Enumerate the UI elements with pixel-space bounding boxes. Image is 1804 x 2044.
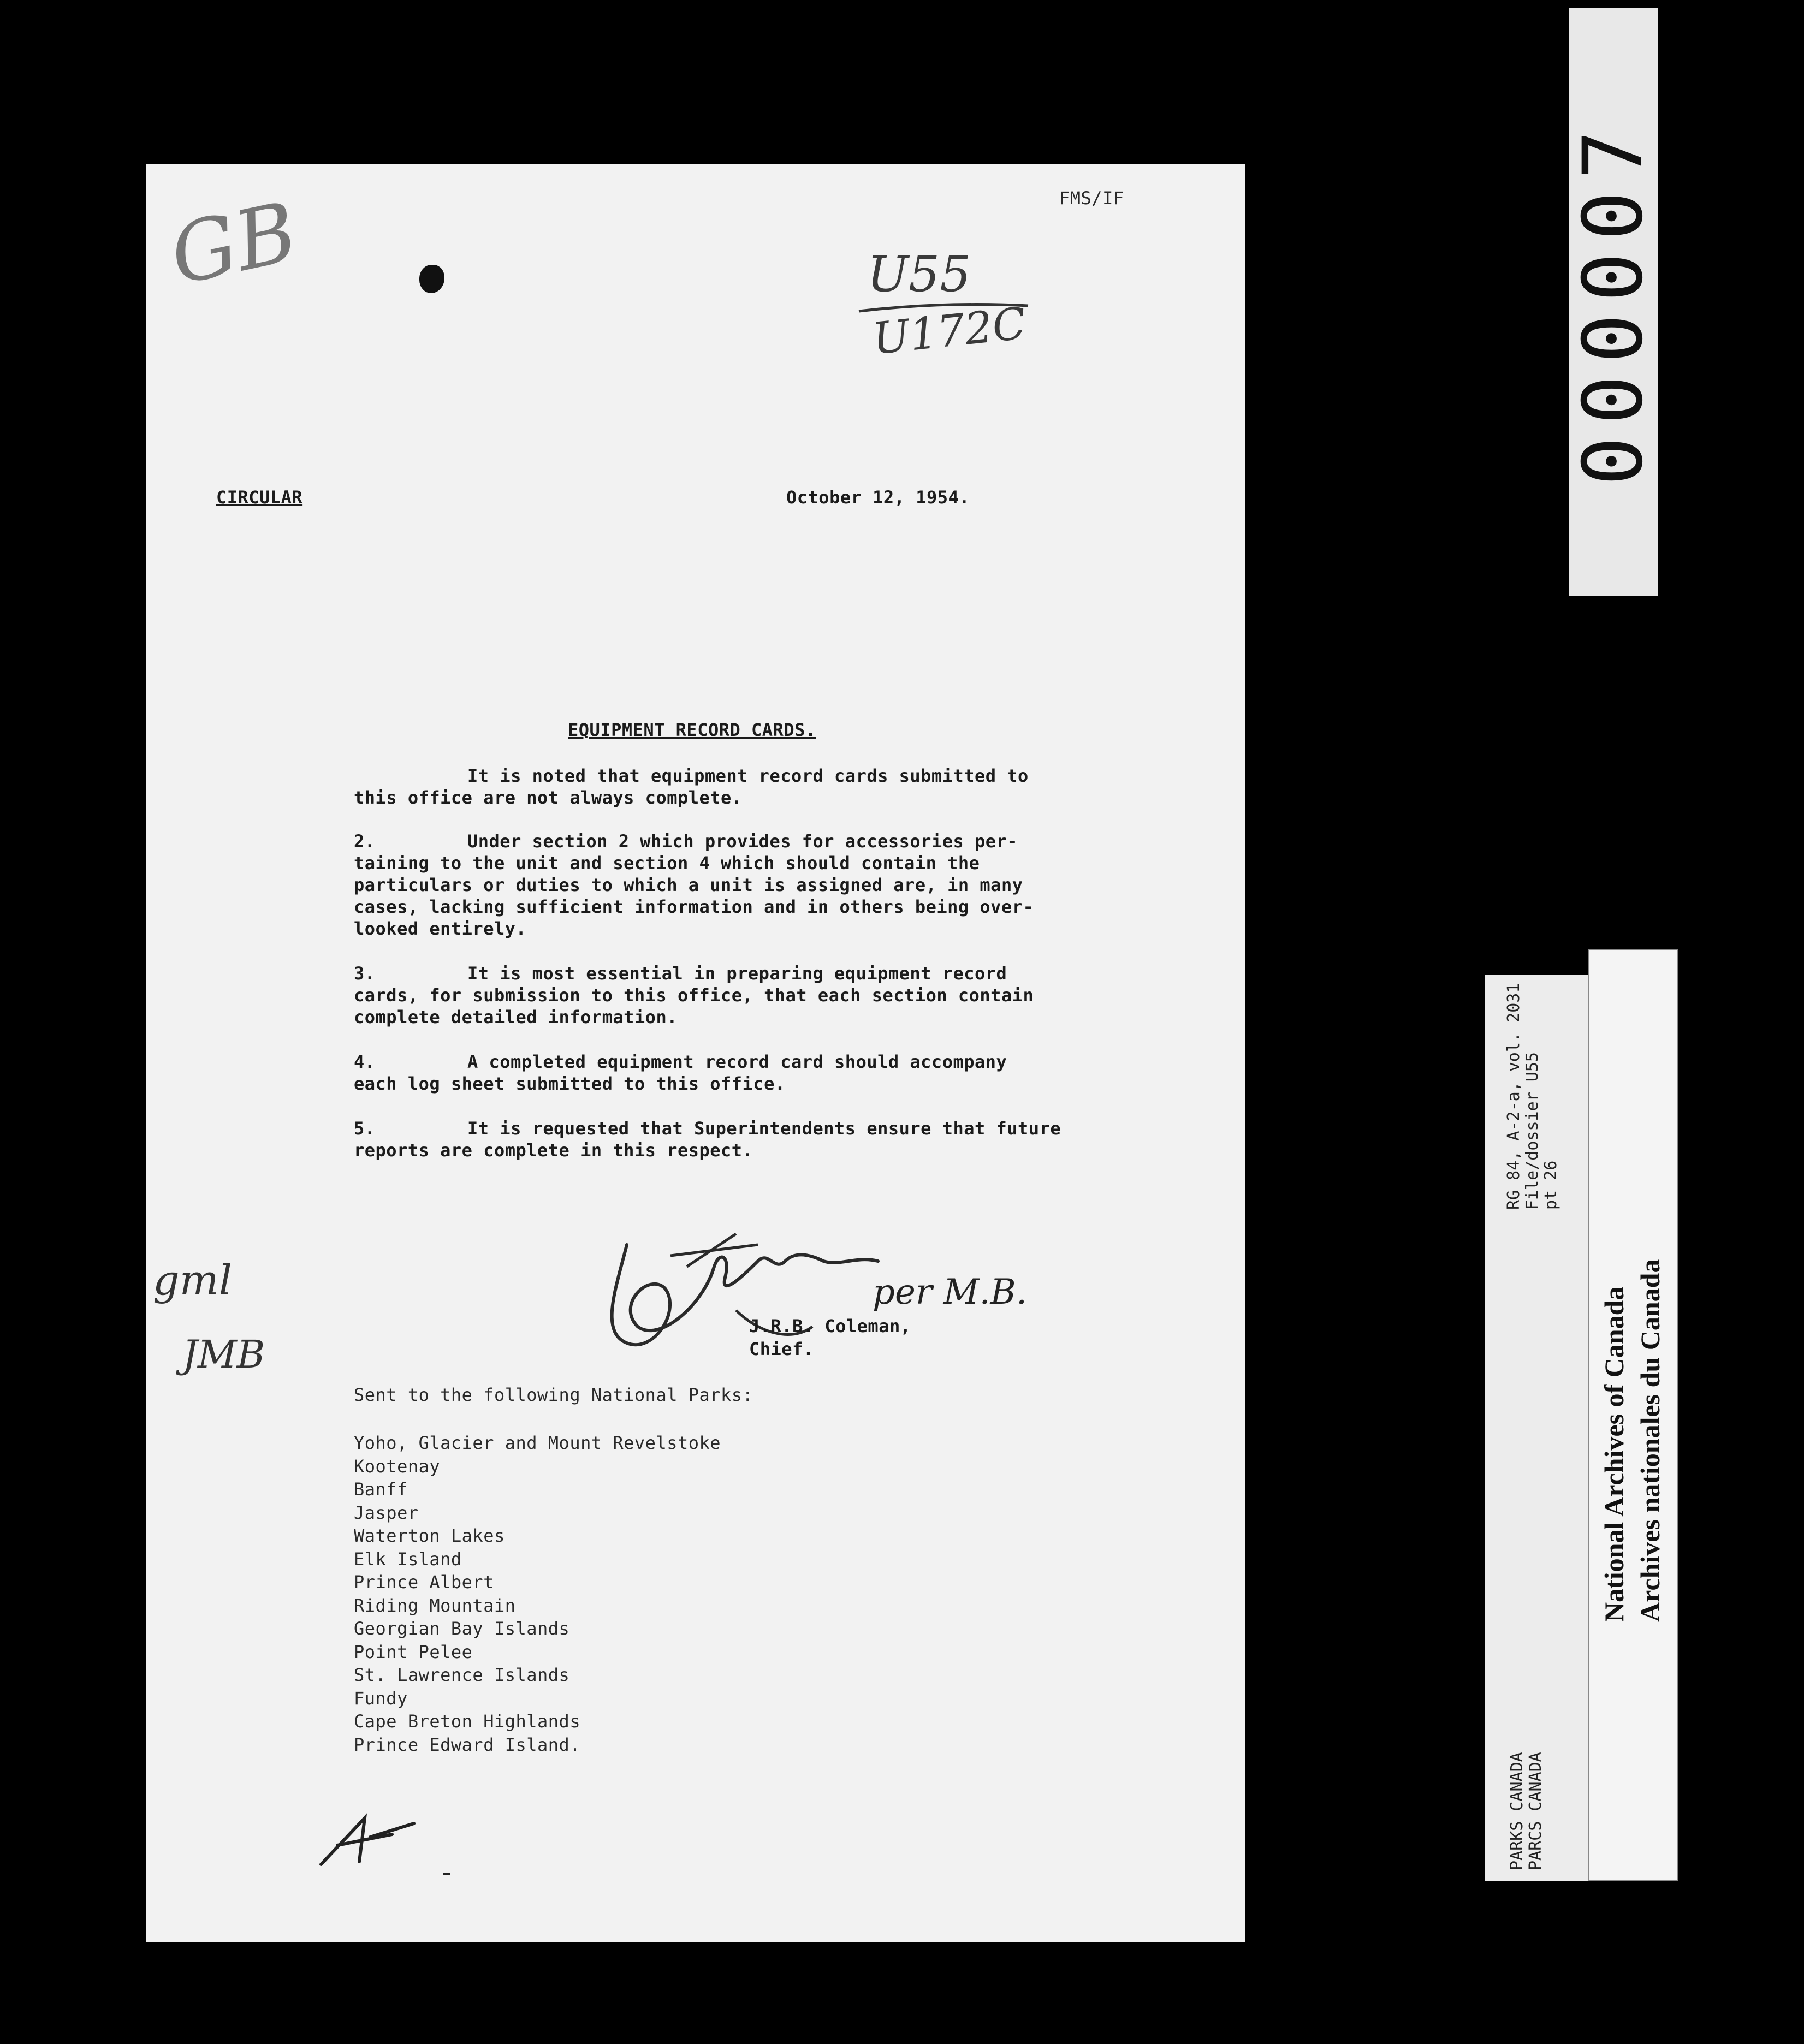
p1-line2: this office are not always complete. — [354, 787, 743, 808]
p2-line4: cases, lacking sufficient information and in others being over- — [354, 896, 1034, 917]
archive-reference-line1: RG 84, A-2-a, vol. 2031 — [1504, 983, 1523, 1210]
park-list-item: Waterton Lakes — [354, 1525, 505, 1546]
parks-canada-org — [1508, 1752, 1545, 1870]
p5-line2: reports are complete in this respect. — [354, 1140, 753, 1161]
archive-reference — [1505, 983, 1560, 1210]
p4-line1: A completed equipment record card should accompany — [467, 1051, 1007, 1072]
document-page — [146, 164, 1245, 1942]
archives-line-en: National Archives of Canada — [1599, 1286, 1629, 1622]
national-archives-name — [1596, 1259, 1668, 1622]
park-list-item: Riding Mountain — [354, 1595, 516, 1616]
org-line-fr: PARCS CANADA — [1526, 1752, 1545, 1870]
p4-line2: each log sheet submitted to this office. — [354, 1073, 786, 1094]
park-list-item: Banff — [354, 1479, 408, 1500]
p2-line2: taining to the unit and section 4 which should contain the — [354, 853, 980, 874]
p5-number: 5. — [354, 1118, 376, 1139]
park-list-item: Fundy — [354, 1688, 408, 1709]
park-list-item: Point Pelee — [354, 1641, 473, 1662]
handwritten-file-number-top: U55 — [867, 246, 971, 303]
archives-line-fr: Archives nationales du Canada — [1635, 1259, 1665, 1622]
park-list-item: Jasper — [354, 1502, 419, 1523]
park-list-item: Cape Breton Highlands — [354, 1711, 581, 1732]
park-list-item: Prince Albert — [354, 1572, 494, 1593]
org-line-en: PARKS CANADA — [1508, 1752, 1527, 1870]
park-list-item: Georgian Bay Islands — [354, 1618, 570, 1639]
park-list-item: Yoho, Glacier and Mount Revelstoke — [354, 1433, 721, 1453]
national-archives-label — [1588, 949, 1678, 1881]
archive-reference-line3: pt 26 — [1541, 1160, 1560, 1210]
p3-line1: It is most essential in preparing equipment record — [467, 963, 1007, 984]
handwritten-file-number-bottom: U172C — [870, 298, 1029, 365]
letter-heading: EQUIPMENT RECORD CARDS. — [568, 720, 816, 740]
frame-number: 000007 — [1566, 118, 1661, 486]
reference-code: FMS/IF — [1059, 188, 1124, 209]
p1-line1: It is noted that equipment record cards submitted to — [467, 765, 1029, 786]
park-list-item: Prince Edward Island. — [354, 1734, 581, 1755]
margin-handwriting-2: JMB — [182, 1332, 265, 1377]
handwritten-initials: GB — [162, 184, 305, 304]
margin-handwriting-1: gml — [153, 1256, 233, 1304]
park-list-item: St. Lawrence Islands — [354, 1665, 570, 1685]
p2-line3: particulars or duties to which a unit is assigned are, in many — [354, 875, 1023, 895]
distribution-intro: Sent to the following National Parks: — [354, 1385, 753, 1405]
p4-number: 4. — [354, 1051, 376, 1072]
handwritten-per-initials: per M.B. — [873, 1272, 1028, 1312]
park-list-item: Elk Island — [354, 1548, 462, 1570]
checkmark-scribble — [316, 1813, 419, 1873]
p2-line1: Under section 2 which provides for accessories per- — [467, 831, 1018, 852]
letter-date: October 12, 1954. — [786, 487, 970, 508]
ink-blot — [419, 265, 444, 293]
parks-canada-label — [1485, 975, 1591, 1881]
park-list-item: Kootenay — [354, 1455, 441, 1477]
p3-line2: cards, for submission to this office, that each section contain — [354, 985, 1034, 1006]
circular-label: CIRCULAR — [216, 487, 303, 508]
ink-dash — [443, 1873, 450, 1875]
p3-number: 3. — [354, 963, 376, 984]
p5-line1: It is requested that Superintendents ensure that future — [467, 1118, 1061, 1139]
archive-reference-line2: File/dossier U55 — [1523, 1052, 1542, 1210]
p3-line3: complete detailed information. — [354, 1007, 678, 1027]
signer-title: Chief. — [749, 1339, 814, 1359]
frame-number-strip — [1566, 8, 1661, 596]
p2-number: 2. — [354, 831, 376, 852]
signer-name: J.R.B. Coleman, — [749, 1316, 911, 1336]
p2-line5: looked entirely. — [354, 918, 527, 939]
